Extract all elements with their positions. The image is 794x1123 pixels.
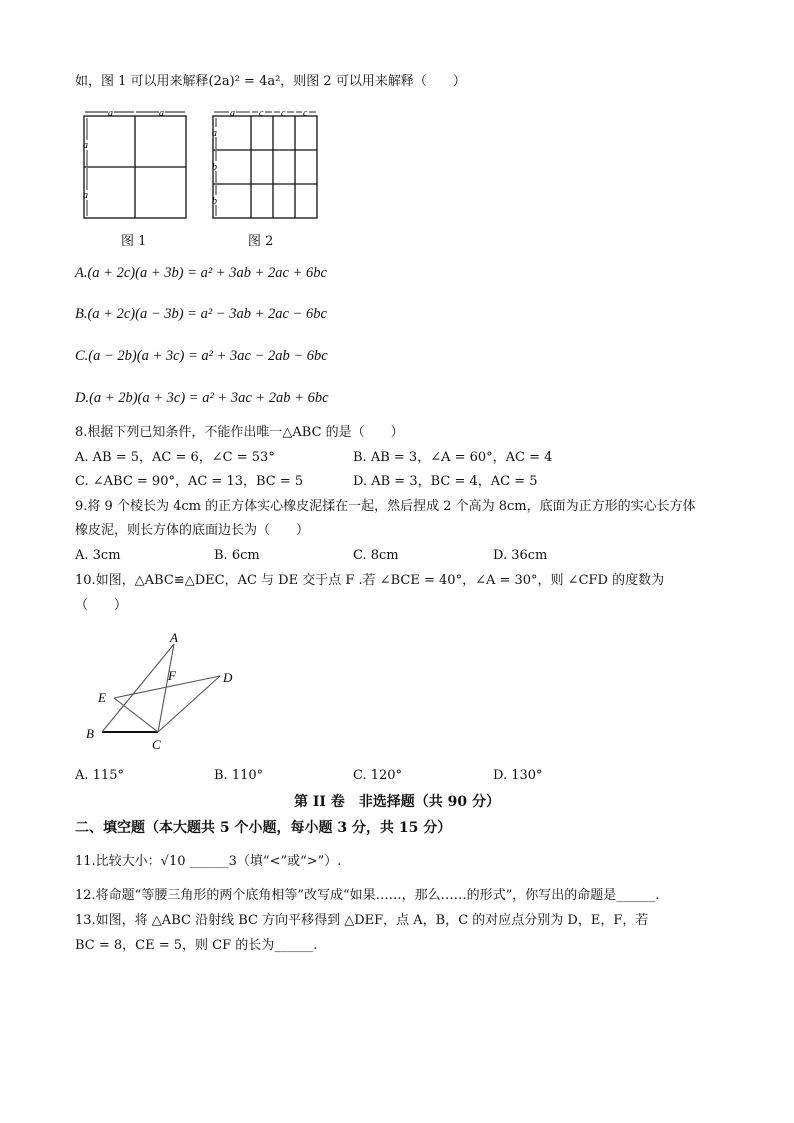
fig2-side-label-3: b [212, 196, 217, 207]
q12-text: 12.将命题“等腰三角形的两个底角相等”改写成“如果……，那么……的形式”，你写出的命题是______. [75, 888, 660, 903]
fig1-side-label-2: a [83, 190, 88, 201]
q8-option-a: A. AB = 5，AC = 6，∠C = 53° [75, 450, 275, 465]
fig2-side-label-1: a [212, 128, 217, 139]
q7-option-b: B.(a + 2c)(a − 3b) = a² − 3ab + 2ac − 6bc [75, 306, 327, 322]
fig1-top-label-1: a [108, 108, 113, 119]
fig1-top-label-2: a [159, 108, 164, 119]
q9-stem-line-1: 9.将 9 个棱长为 4cm 的正方体实心橡皮泥揉在一起，然后捏成 2 个高为 8cm，底面为正方形的实心长方体 [75, 499, 696, 514]
q10-stem-line-1: 10.如图，△ABC≌△DEC，AC 与 DE 交于点 F .若 ∠BCE = 40°，∠A = 30°，则 ∠CFD 的度数为 [75, 573, 665, 588]
q10-figure [80, 630, 250, 755]
q10-label-d: D [223, 670, 233, 685]
q7-option-c: C.(a − 2b)(a + 3c) = a² + 3ac − 2ab − 6bc [75, 348, 328, 364]
q10-label-c: C [152, 737, 161, 752]
q10-option-a: A. 115° [75, 768, 124, 783]
fig2-top-label-4: c [303, 108, 308, 119]
q10-option-b: B. 110° [214, 768, 264, 783]
q9-stem-line-2: 橡皮泥，则长方体的底面边长为（ ） [75, 523, 310, 538]
q7-figure-1-caption: 图 1 [121, 234, 147, 249]
fig1-side-label-1: a [83, 140, 88, 151]
q10-option-c: C. 120° [353, 768, 403, 783]
q9-option-a: A. 3cm [75, 548, 121, 563]
part-2-title: 第 II 卷 非选择题（共 90 分） [293, 794, 501, 810]
q7-stem: 如，图 1 可以用来解释(2a)² = 4a²，则图 2 可以用来解释（ ） [75, 74, 466, 89]
fig2-top-label-3: c [281, 108, 286, 119]
q11-text: 11.比较大小：√10 ______3（填“<”或“>”）. [75, 854, 342, 869]
q7-option-a: A.(a + 2c)(a + 3b) = a² + 3ab + 2ac + 6bc [75, 265, 327, 281]
q10-option-d: D. 130° [493, 768, 543, 783]
q8-option-c: C. ∠ABC = 90°，AC = 13，BC = 5 [75, 474, 304, 489]
q10-label-f: F [168, 668, 176, 683]
q10-stem-line-2: （ ） [75, 598, 128, 613]
q8-option-b: B. AB = 3，∠A = 60°，AC = 4 [353, 450, 553, 465]
fig2-top-label-2: c [259, 108, 264, 119]
q10-label-a: A [170, 630, 178, 645]
q8-stem: 8.根据下列已知条件，不能作出唯一△ABC 的是（ ） [75, 425, 404, 440]
q7-option-d: D.(a + 2b)(a + 3c) = a² + 3ac + 2ab + 6bc [75, 390, 329, 406]
q7-figure-1 [72, 108, 192, 223]
q10-label-b: B [86, 726, 94, 741]
q7-figure-2 [205, 108, 325, 223]
q9-option-c: C. 8cm [353, 548, 399, 563]
section-2-title: 二、填空题（本大题共 5 个小题，每小题 3 分，共 15 分） [75, 820, 452, 836]
q9-option-b: B. 6cm [214, 548, 260, 563]
q13-text-line-1: 13.如图，将 △ABC 沿射线 BC 方向平移得到 △DEF，点 A，B，C 的对应点分别为 D，E，F，若 [75, 913, 649, 928]
q10-label-e: E [98, 690, 106, 705]
q8-option-d: D. AB = 3，BC = 4，AC = 5 [353, 474, 538, 489]
q13-text-line-2: BC = 8，CE = 5，则 CF 的长为______. [75, 938, 318, 953]
q7-figure-2-caption: 图 2 [248, 234, 274, 249]
fig2-side-label-2: b [212, 162, 217, 173]
q9-option-d: D. 36cm [493, 548, 548, 563]
fig2-top-label-1: a [230, 108, 235, 119]
